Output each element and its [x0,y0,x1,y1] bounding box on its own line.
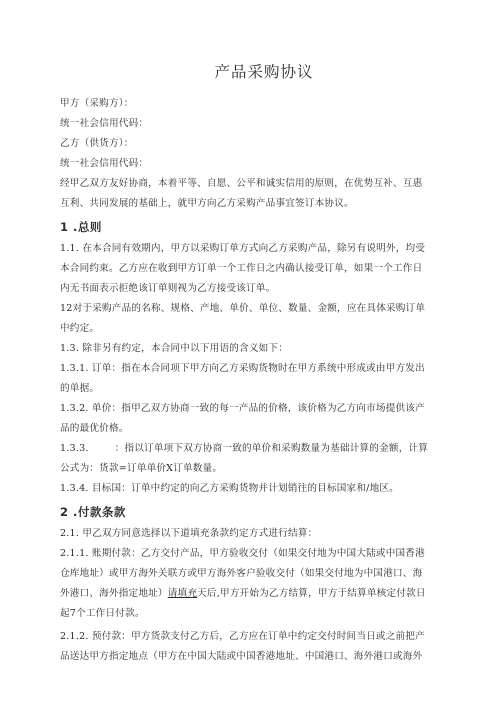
clause-2-1-1-text: 天后,甲方开始为乙方结算，甲方于结算单核定付款日 [197,588,426,599]
clause-2-1-1: 仓库地址）或甲方海外关联方或甲方海外客户验收交付（如果交付地为中国港口、海 [60,568,423,579]
clause-1-3-1: 的单据。 [60,383,100,394]
clause-1-3-1: 1.3.1. 订单：指在本合同项下甲方向乙方采购货物时在甲方系统中形成或由甲方发出 [60,363,425,374]
document-title: 产品采购协议 [214,63,314,81]
clause-2-1: 2.1. 甲乙双方同意选择以下道填充条款约定方式进行结算： [60,528,318,539]
clause-1-2: 中约定。 [60,323,100,334]
clause-2-1-2: 2.1.2. 预付款：甲方货款支付乙方后，乙方应在订单中约定交付时间当日或之前把产 [60,631,425,642]
clause-2-1-1: 起7个工作日付款。 [60,608,145,619]
clause-2-1-2: 品送达甲方指定地点（甲方在中国大陆或中国香港地址、中国港口、海外港口或海外 [60,651,423,662]
clause-1-3-2: 品的最优价格。 [60,423,129,434]
party-b-label: 乙方（供货方）： [60,138,134,149]
preamble-line: 经甲乙双方友好协商，本着平等、自愿、公平和诚实信用的原则，在优势互补、互惠 [60,178,423,189]
clause-1-3-3-number: 1.3.3. [60,443,89,454]
clause-1-3: 1.3. 除非另有约定，本合同中以下用语的含义如下： [60,343,289,354]
section-heading-general: 1 .总则 [60,220,102,234]
fill-in-blank[interactable]: 请填充 [167,588,198,599]
clause-1-3-3: 公式为：货款=订单单价X订单数量。 [60,463,223,474]
preamble-line: 互利、共同发展的基础上，就甲方向乙方采购产品事宜签订本协议。 [60,198,354,209]
party-a-credit-code: 统一社会信用代码： [60,118,149,129]
clause-2-1-1-text: 外港口、海外指定地址） [60,588,168,599]
clause-1-3-3 [60,439,454,459]
clause-1-1: 本合同约束。乙方应在收到甲方订单一个工作日之内确认接受订单，如果一个工作日 [60,263,423,274]
clause-2-1-1 [60,584,454,604]
party-a-label: 甲方（采购方）： [60,98,134,109]
party-b-credit-code: 统一社会信用代码： [60,158,149,169]
clause-1-3-2: 1.3.2. 单价：指甲乙双方协商一致的每一产品的价格，该价格为乙方向市场提供该产 [60,403,425,414]
clause-1-3-3-text: ：指以订单项下双方协商一致的单价和采购数量为基础计算的金额，计算 [114,443,429,454]
clause-1-3-4: 1.3.4. 目标国：订单中约定的向乙方采购货物并计划销往的目标国家和/地区。 [60,483,399,494]
section-heading-payment: 2 .付款条款 [60,505,126,519]
clause-1-1: 内无书面表示拒绝该订单则视为乙方接受该订单。 [60,283,276,294]
clause-1-2: 12对于采购产品的名称、规格、产地、单价、单位、数量、金额，应在具体采购订单 [60,303,426,314]
clause-1-1: 1.1. 在本合同有效期内，甲方以采购订单方式向乙方采购产品，除另有说明外，均受 [60,243,426,254]
clause-2-1-1: 2.1.1. 账期付款：乙方交付产品，甲方验收交付（如果交付地为中国大陆或中国香港 [60,548,425,559]
